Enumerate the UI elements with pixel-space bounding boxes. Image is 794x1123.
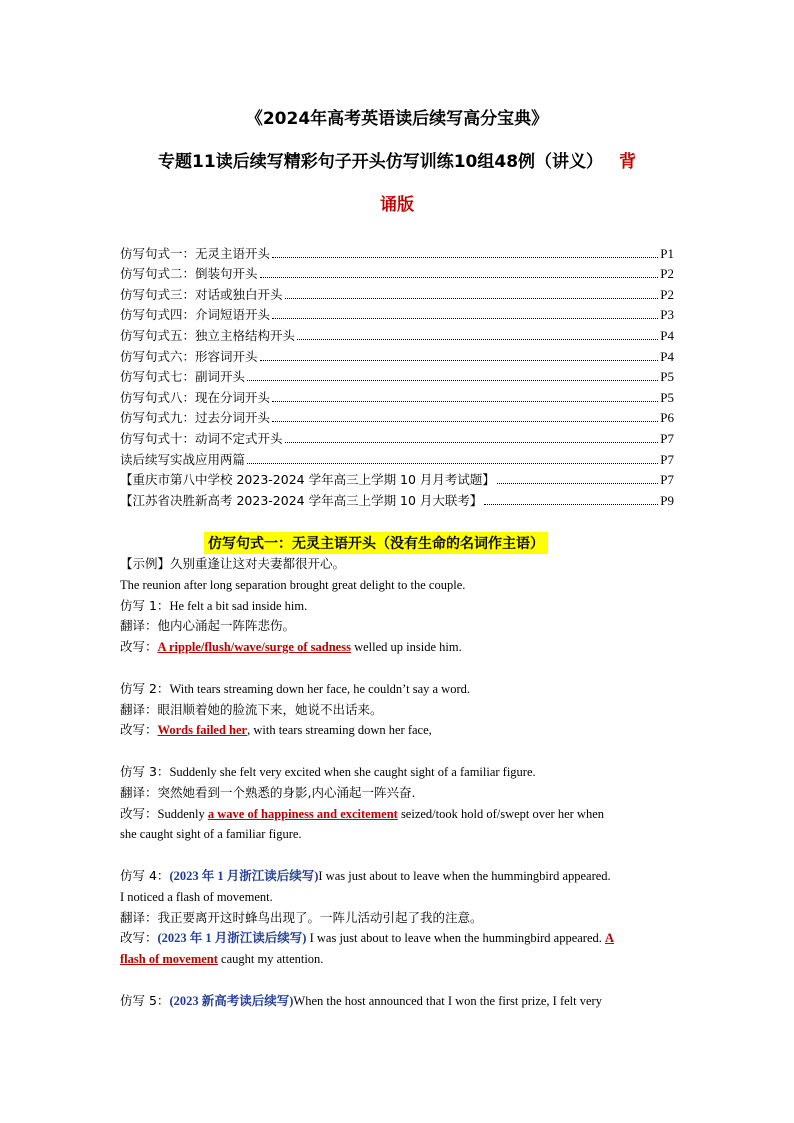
rewrite-line: 改写：A ripple/flush/wave/surge of sadness welled up inside him. — [120, 639, 462, 655]
subtitle-continuation: 诵版 — [380, 195, 414, 215]
practice-line: 仿写 2：With tears streaming down her face, he couldn’t say a word. — [120, 680, 470, 696]
toc-entry[interactable]: 仿写句式十：动词不定式开头 P7 — [120, 430, 674, 446]
toc-entry[interactable]: 仿写句式九：过去分词开头 P6 — [120, 410, 674, 426]
toc-entry[interactable]: 【江苏省决胜新高考 2023-2024 学年高三上学期 10 月大联考】 P9 — [120, 492, 674, 508]
document-subtitle — [120, 147, 674, 172]
example-en: The reunion after long separation brought great delight to the couple. — [120, 577, 466, 592]
toc-entry[interactable]: 仿写句式四：介词短语开头 P3 — [120, 307, 674, 323]
example-cn: 【示例】久别重逢让这对夫妻都很开心。 — [120, 556, 346, 571]
translation-line: 翻译：他内心涌起一阵阵悲伤。 — [120, 618, 296, 634]
toc-entry[interactable]: 【重庆市第八中学校 2023-2024 学年高三上学期 10 月月考试题】 P7 — [120, 472, 674, 488]
rewrite-continuation: she caught sight of a familiar figure. — [120, 827, 302, 842]
section-body — [120, 554, 674, 1012]
rewrite-line: 改写：Words failed her, with tears streaming down her face, — [120, 722, 432, 738]
practice-line: 仿写 1：He felt a bit sad inside him. — [120, 597, 308, 613]
toc-entry[interactable]: 仿写句式六：形容词开头 P4 — [120, 348, 674, 364]
table-of-contents — [120, 241, 674, 509]
practice-line: 仿写 3：Suddenly she felt very excited when she caught sight of a familiar figure. — [120, 763, 536, 779]
toc-entry[interactable]: 仿写句式五：独立主格结构开头 P4 — [120, 327, 674, 343]
subtitle-main: 专题11读后续写精彩句子开头仿写训练10组48例（讲义） — [158, 152, 604, 172]
practice-line: 仿写 4：(2023 年 1 月浙江读后续写)I was just about to leave when the hummingbird appeared. — [120, 867, 611, 883]
translation-line: 翻译：我正要离开这时蜂鸟出现了。一阵儿活动引起了我的注意。 — [120, 909, 483, 925]
toc-entry[interactable]: 仿写句式七：副词开头 P5 — [120, 369, 674, 385]
rewrite-line: 改写：(2023 年 1 月浙江读后续写) I was just about to leave when the hummingbird appeared. A — [120, 930, 615, 946]
toc-entry[interactable]: 仿写句式二：倒装句开头 P2 — [120, 266, 674, 282]
toc-entry[interactable]: 仿写句式一：无灵主语开头 P1 — [120, 245, 674, 261]
toc-entry[interactable]: 仿写句式八：现在分词开头 P5 — [120, 389, 674, 405]
document-title: 《2024年高考英语读后续写高分宝典》 — [245, 109, 549, 129]
toc-entry[interactable]: 仿写句式三：对话或独白开头 P2 — [120, 286, 674, 302]
section-heading: 仿写句式一：无灵主语开头（没有生命的名词作主语） — [204, 532, 548, 554]
translation-line: 翻译：突然她看到一个熟悉的身影,内心涌起一阵兴奋. — [120, 784, 416, 800]
rewrite-continuation: flash of movement caught my attention. — [120, 952, 324, 967]
toc-entry[interactable]: 读后续写实战应用两篇 P7 — [120, 451, 674, 467]
rewrite-line: 改写：Suddenly a wave of happiness and excitement seized/took hold of/swept over her when — [120, 805, 605, 821]
subtitle-red: 背 — [618, 152, 636, 172]
practice-line: 仿写 5：(2023 新高考读后续写)When the host announced that I won the first prize, I felt very — [120, 992, 602, 1008]
practice-continuation: I noticed a flash of movement. — [120, 889, 273, 904]
translation-line: 翻译：眼泪顺着她的脸流下来，她说不出话来。 — [120, 701, 383, 717]
